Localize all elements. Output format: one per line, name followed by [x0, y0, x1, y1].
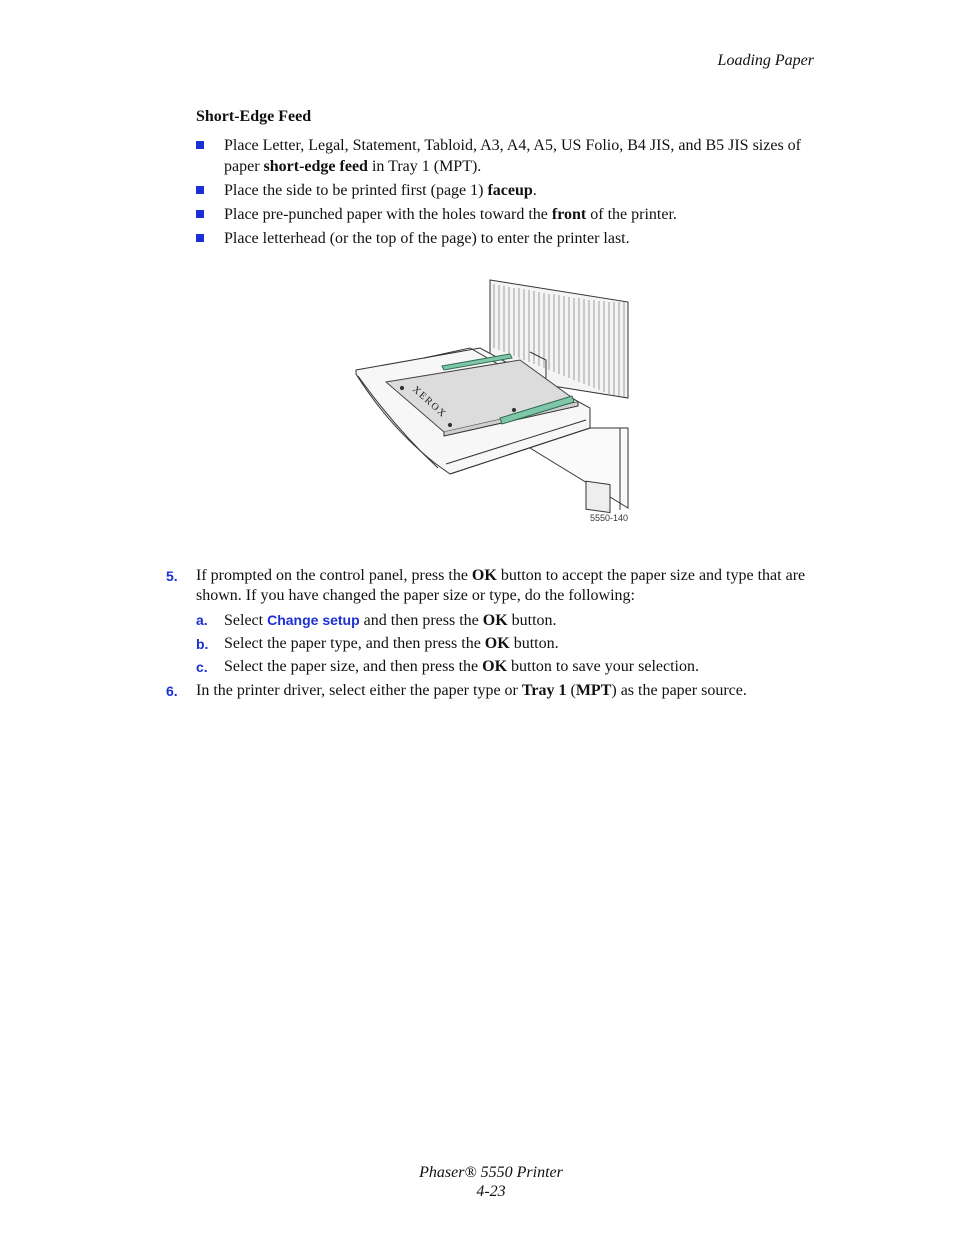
substep-bold-text: OK: [482, 612, 508, 629]
bullet-square-icon: [196, 210, 204, 218]
bullet-bold-text: front: [551, 206, 587, 223]
figure-caption: 5550-140: [590, 513, 629, 523]
substep-bold-text: OK: [484, 635, 510, 652]
step-text: ) as the paper source.: [611, 682, 747, 699]
footer-page-number: 4-23: [476, 1183, 506, 1200]
substep-text: Select: [224, 612, 268, 629]
bullet-item: [196, 180, 816, 201]
page-header: Loading Paper: [717, 52, 814, 69]
bullet-text: .: [532, 182, 537, 199]
substep-text: button.: [509, 635, 559, 652]
printer-tray-illustration: [350, 278, 640, 528]
substep-bold-text: OK: [482, 658, 508, 675]
step-text: button to accept the paper size and type that are shown. If you have changed the paper size or type, do the following:: [196, 567, 806, 604]
bullet-list: [196, 135, 816, 252]
bullet-text: Place letterhead (or the top of the page) to enter the printer last.: [224, 230, 630, 247]
substep-item: [196, 657, 816, 677]
substep-list: [196, 610, 816, 677]
step-item: [166, 681, 816, 701]
step-bold-text: OK: [471, 567, 497, 584]
ui-term-change-setup: Change setup: [267, 612, 360, 628]
substep-item: [196, 610, 816, 631]
procedure-steps: [166, 566, 816, 705]
substep-item: [196, 634, 816, 654]
bullet-text: Place Letter, Legal, Statement, Tabloid, A3, A4, A5, US Folio, B4 JIS, and B5 JIS sizes of paper: [224, 137, 802, 175]
bullet-square-icon: [196, 234, 204, 242]
bullet-bold-text: faceup: [487, 182, 533, 199]
substep-letter: a.: [196, 612, 208, 628]
footer-product-name: Phaser® 5550 Printer: [419, 1164, 563, 1181]
bullet-item: [196, 228, 816, 249]
bullet-square-icon: [196, 186, 204, 194]
page-footer: [0, 1163, 954, 1201]
bullet-item: [196, 135, 816, 177]
substep-text: and then press the: [359, 612, 483, 629]
bullet-bold-text: short-edge feed: [263, 158, 368, 175]
substep-text: button.: [507, 612, 557, 629]
step-text: (: [566, 682, 576, 699]
paper-xerox-logo: XEROX: [409, 384, 449, 421]
bullet-text: in Tray 1 (MPT).: [367, 158, 482, 175]
substep-letter: b.: [196, 636, 209, 652]
bullet-text: Place pre-punched paper with the holes toward the: [224, 206, 552, 223]
step-item: [166, 566, 816, 677]
step-bold-text: MPT: [575, 682, 612, 699]
step-text: In the printer driver, select either the paper type or: [196, 682, 522, 699]
substep-text: button to save your selection.: [507, 658, 699, 675]
substep-text: Select the paper size, and then press the: [224, 658, 483, 675]
substep-letter: c.: [196, 659, 208, 675]
step-number: 5.: [166, 568, 178, 584]
bullet-item: [196, 204, 816, 225]
section-heading: Short-Edge Feed: [196, 108, 312, 125]
printer-handle: [586, 481, 610, 512]
substep-text: Select the paper type, and then press the: [224, 635, 485, 652]
step-text: If prompted on the control panel, press the: [196, 567, 472, 584]
step-number: 6.: [166, 683, 178, 699]
bullet-square-icon: [196, 141, 204, 149]
step-bold-text: Tray 1: [521, 682, 567, 699]
bullet-text: of the printer.: [586, 206, 677, 223]
bullet-text: Place the side to be printed first (page 1): [224, 182, 488, 199]
